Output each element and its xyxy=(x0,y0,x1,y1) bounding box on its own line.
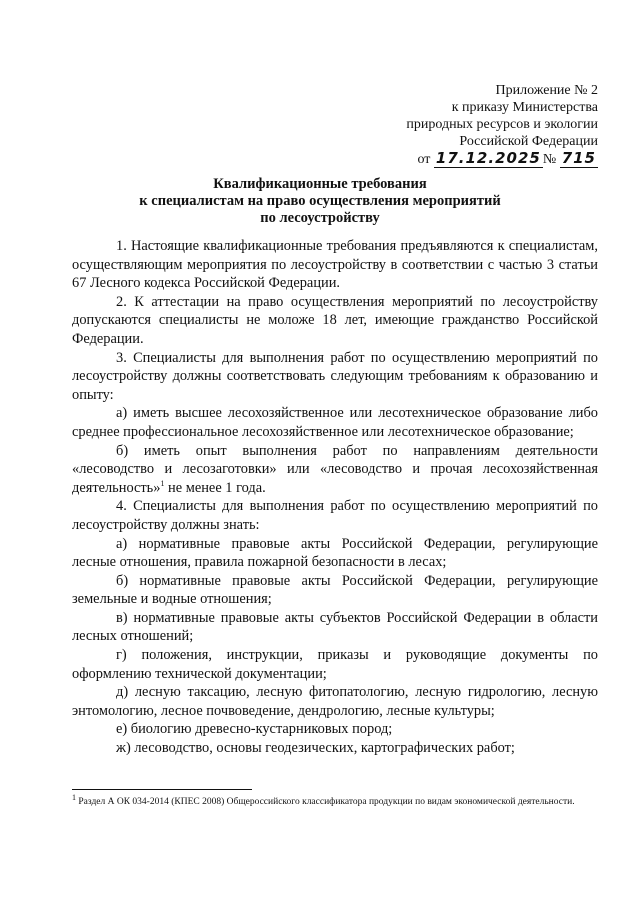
paragraph-4g: ж) лесоводство, основы геодезических, картографических работ; xyxy=(116,740,515,757)
paragraph-4a: а) нормативные правовые акты Российской Федерации, регулирующие лесные отношения, правила пожарной безопасности в лесах; xyxy=(72,535,598,571)
paragraph-3: 3. Специалисты для выполнения работ по осуществлению мероприятий по лесоустройству должны соответствовать следующим требованиям к образованию и опыту: xyxy=(72,349,598,403)
paragraph-3b-text: б) иметь опыт выполнения работ по направлениям деятельности «лесоводство и лесозаготовки» или «лесоводство и прочая лесохозяйственная деятельность» xyxy=(72,442,598,496)
footnote-text: Раздел А ОК 034-2014 (КПЕС 2008) Общероссийского классификатора продукции по видам экономической деятельности. xyxy=(76,797,575,807)
title-line-1: Квалификационные требования xyxy=(213,176,427,192)
appendix-number: Приложение № 2 xyxy=(495,83,598,98)
document-body xyxy=(72,237,598,758)
order-number: 715 xyxy=(561,149,596,167)
appendix-header xyxy=(388,82,598,168)
paragraph-4b: б) нормативные правовые акты Российской Федерации, регулирующие земельные и водные отношения; xyxy=(72,572,598,608)
paragraph-4e: д) лесную таксацию, лесную фитопатологию, лесную гидрологию, лесную энтомологию, лесное почвоведение, дендрологию, лесные культуры; xyxy=(72,684,598,719)
order-date: 17.12.2025 xyxy=(435,149,541,167)
order-date-line xyxy=(388,150,598,168)
title-line-3: по лесоустройству xyxy=(260,210,380,226)
paragraph-3b-tail: не менее 1 года. xyxy=(164,479,266,496)
footnote-marker: 1 xyxy=(72,792,76,802)
paragraph-3b xyxy=(72,442,598,498)
paragraph-3a: а) иметь высшее лесохозяйственное или лесотехническое образование либо среднее профессиональное лесохозяйственное или лесотехническое образование; xyxy=(72,405,598,440)
footnote-ref: 1 xyxy=(160,478,165,488)
title-line-2: к специалистам на право осуществления мероприятий xyxy=(139,193,501,209)
document-title xyxy=(70,176,570,227)
paragraph-4f: е) биологию древесно-кустарниковых пород; xyxy=(116,721,393,738)
paragraph-1: 1. Настоящие квалификационные требования предъявляются к специалистам, осуществляющим мероприятия по лесоустройству в соответствии с частью 3 статьи 67 Лесного кодекса Российской Федерации. xyxy=(72,238,598,292)
date-prefix: от xyxy=(417,152,431,167)
paragraph-2: 2. К аттестации на право осуществления мероприятий по лесоустройству допускаются специалисты не моложе 18 лет, имеющие гражданство Российской Федерации. xyxy=(72,293,598,347)
paragraph-4d: г) положения, инструкции, приказы и руководящие документы по оформлению технической документации; xyxy=(72,647,598,682)
paragraph-4: 4. Специалисты для выполнения работ по осуществлению мероприятий по лесоустройству должны знать: xyxy=(72,498,598,533)
footnote xyxy=(72,792,598,809)
footnote-divider xyxy=(72,789,252,790)
appendix-country: Российской Федерации xyxy=(459,134,598,149)
paragraph-4c: в) нормативные правовые акты субъектов Российской Федерации в области лесных отношений; xyxy=(72,609,598,645)
appendix-ministry: природных ресурсов и экологии xyxy=(406,117,598,132)
number-prefix: № xyxy=(542,152,557,167)
appendix-order-ref: к приказу Министерства xyxy=(451,100,598,115)
